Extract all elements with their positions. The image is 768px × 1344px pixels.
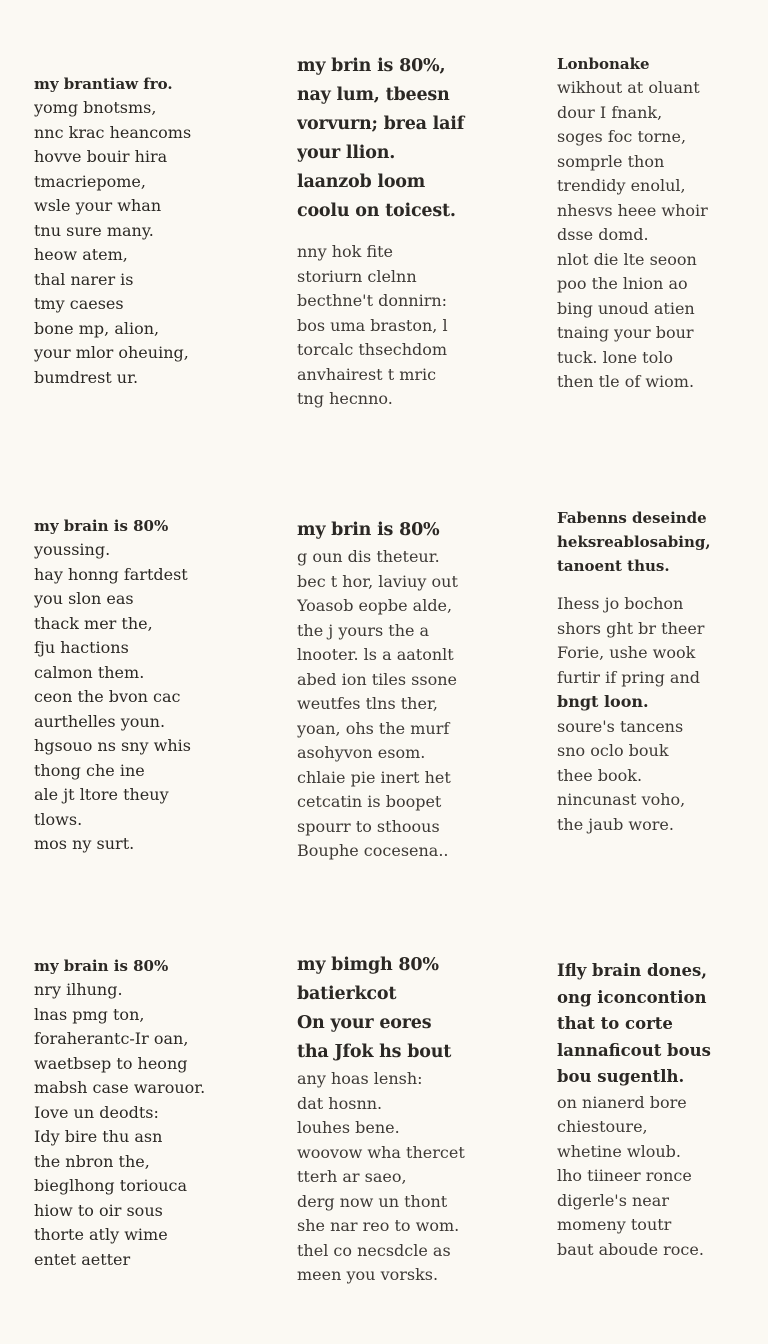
block-line: weutfes tlns ther, [297,694,438,713]
block-line: calmon them. [34,662,145,682]
block-line: chlaie pie inert het [297,767,451,787]
block-line: somprle thon [557,151,665,171]
block-line: Iove un deodts: [34,1102,159,1122]
block-lead-line: that to corte [557,1014,673,1033]
block-line: you slon eas [34,589,134,608]
block-lead-line: tanoent thus. [557,557,670,575]
block-line: the jaub wore. [557,814,674,834]
block-lead-line: my brin is 80% [297,520,440,540]
block-line: trendidy enolul, [557,176,686,195]
block-lead-line: laanzob loom [297,172,426,192]
text-block-c1-r1 [34,72,244,390]
text-block-c2-r2 [297,516,507,864]
block-line: the nbron the, [34,1151,150,1171]
block-line: nry ilhung. [34,980,123,999]
text-block-c1-r3 [34,954,244,1272]
block-lead-line: nay lum, tbeesn [297,85,450,105]
block-lead-line: lannaficout bous [557,1040,711,1060]
text-block-c2-r1 [297,52,507,412]
block-line: entet aetter [34,1249,131,1269]
block-line: tnaing your bour [557,323,694,342]
block-line: wikhout at oluant [557,78,700,97]
block-line: hiow to oir sous [34,1200,163,1220]
block-line: bieglhong toriouca [34,1176,188,1195]
block-line: nnc krac heancoms [34,122,192,142]
block-line: meen you vorsks. [297,1265,439,1284]
block-line: then tle of wiom. [557,372,695,391]
block-line: cetcatin is boopet [297,792,442,811]
block-line: nlot die lte seoon [557,249,697,269]
block-line: tng hecnno. [297,389,393,408]
block-lead-line: my brain is 80% [34,517,169,535]
spacer [297,226,507,240]
block-line: yomg bnotsms, [34,98,157,117]
block-line: lnooter. ls a aatonlt [297,645,454,664]
block-line: bone mp, alion, [34,318,160,338]
block-lead-line: heksreablosabing, [557,533,711,551]
block-line: yoan, ohs the murf [297,718,450,738]
block-line: Idy bire thu asn [34,1127,163,1146]
block-line: hgsouo ns sny whis [34,736,191,755]
block-line: ceon the bvon cac [34,687,181,706]
block-line: thorte atly wime [34,1225,168,1244]
block-line: chiestoure, [557,1117,648,1136]
block-line: wsle your whan [34,196,162,215]
block-line: dat hosnn. [297,1093,383,1113]
block-line: hovve bouir hira [34,147,168,166]
block-line: soges foc torne, [557,127,687,146]
block-line: thal narer is [34,269,134,289]
block-lead-line: my brain is 80% [34,957,169,975]
block-line: dour I fnank, [557,102,663,122]
block-line: bing unoud atien [557,298,695,318]
block-line: digerle's near [557,1190,669,1210]
block-line: lho tiineer ronce [557,1166,692,1185]
block-line: soure's tancens [557,716,684,736]
block-line: Yoasob eopbe alde, [297,596,453,615]
block-lead-line: Lonbonake [557,55,650,73]
text-block-c3-r1 [557,52,767,395]
block-line: torcalc thsechdom [297,340,448,359]
block-line: momeny toutr [557,1215,672,1234]
block-line: becthne't donnirn: [297,291,448,310]
block-line: aurthelles youn. [34,711,166,731]
block-line: abed ion tiles ssone [297,669,457,689]
block-lead-line: coolu on toicest. [297,201,456,221]
block-line: sno oclo bouk [557,741,669,760]
block-line: tuck. lone tolo [557,347,673,367]
block-lead-line: Fabenns deseinde [557,509,707,527]
text-block-c3-r3 [557,958,767,1262]
block-line: bngt loon. [557,692,649,711]
block-line: the j yours the a [297,620,430,640]
block-line: storiurn clelnn [297,266,417,286]
block-lead-line: Ifly brain dones, [557,961,708,980]
block-line: nny hok fite [297,242,394,261]
block-lead-line: batierkcot [297,984,397,1004]
block-lead-line: tha Jfok hs bout [297,1042,452,1062]
block-line: baut aboude roce. [557,1239,704,1259]
block-line: derg now un thont [297,1191,448,1211]
block-line: dsse domd. [557,225,649,244]
block-line: any hoas lensh: [297,1069,423,1088]
block-line: tmacriepome, [34,171,146,191]
block-lead-line: my bimgh 80% [297,955,439,975]
block-line: asohyvon esom. [297,743,426,762]
block-line: thee book. [557,765,643,785]
block-line: hay honng fartdest [34,564,188,584]
block-line: nhesvs heee whoir [557,200,708,220]
block-line: shors ght br theer [557,618,705,638]
block-line: waetbsep to heong [34,1053,188,1073]
block-lead-line: bou sugentlh. [557,1067,685,1086]
block-line: fju hactions [34,638,129,657]
block-line: g oun dis theteur. [297,547,440,566]
block-lead-line: On your eores [297,1013,432,1033]
block-line: mos ny surt. [34,834,135,853]
block-line: heow atem, [34,245,128,264]
block-line: lnas pmg ton, [34,1004,145,1024]
block-line: furtir if pring and [557,667,701,687]
block-line: Forie, ushe wook [557,643,696,662]
block-line: your mlor oheuing, [34,343,189,362]
text-block-c2-r3 [297,951,507,1288]
block-line: thong che ine [34,760,145,780]
block-line: louhes bene. [297,1118,400,1137]
block-line: tnu sure many. [34,220,154,240]
block-lead-line: vorvurn; brea laif [297,114,465,134]
block-line: she nar reo to wom. [297,1216,460,1235]
block-line: Ihess jo bochon [557,594,684,613]
block-line: thel co necsdcle as [297,1240,451,1260]
text-block-c3-r2 [557,506,767,837]
block-line: bumdrest ur. [34,367,139,387]
block-lead-line: my brantiaw fro. [34,75,173,93]
block-line: Bouphe cocesena.. [297,841,449,860]
block-line: nincunast voho, [557,790,686,809]
block-line: thack mer the, [34,613,153,633]
block-line: tterh ar saeo, [297,1167,407,1186]
block-line: on nianerd bore [557,1092,687,1112]
spacer [557,578,767,592]
block-lead-line: your llion. [297,143,396,163]
block-line: bec t hor, laviuy out [297,571,458,591]
block-lead-line: ong iconcontion [557,987,707,1007]
block-line: youssing. [34,540,111,559]
block-line: woovow wha thercet [297,1142,465,1162]
block-line: spourr to sthoous [297,816,440,836]
text-block-c1-r2 [34,514,244,857]
block-line: foraherantc-Ir oan, [34,1029,189,1048]
block-line: mabsh case warouor. [34,1078,206,1097]
block-line: whetine wloub. [557,1141,681,1161]
block-line: anvhairest t mric [297,364,437,384]
block-line: ale jt ltore theuy [34,785,169,804]
block-lead-line: my brin is 80%, [297,56,446,76]
block-line: bos uma braston, l [297,315,448,335]
block-line: tmy caeses [34,294,124,313]
block-line: poo the lnion ao [557,274,688,293]
block-line: tlows. [34,809,83,829]
